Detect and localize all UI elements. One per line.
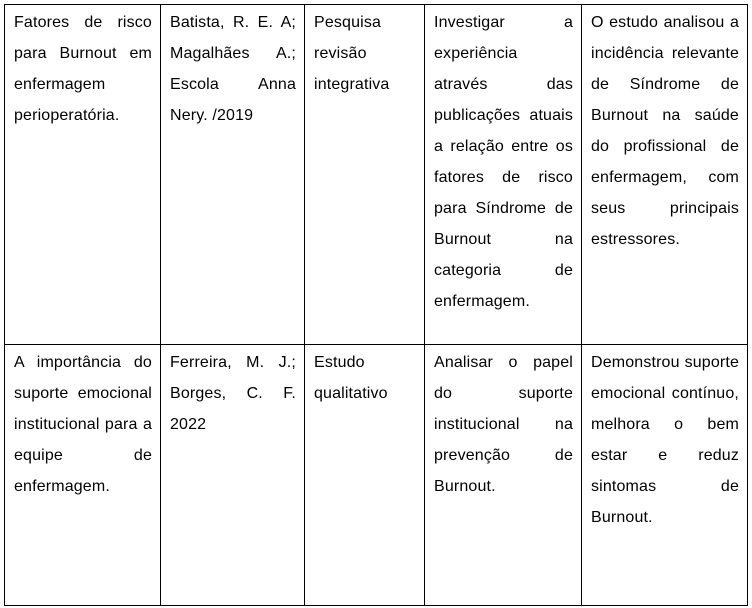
- table-row: [5, 5, 748, 345]
- literature-review-table: [4, 4, 748, 606]
- cell-results: O estudo analisou a incidência relevante de Síndrome de Burnout na saúde do profissional de enfermagem, com seus principais estressores.: [582, 5, 748, 345]
- cell-results: Demonstrou suporte emocional contínuo, melhora o bem estar e reduz sintomas de Burnout.: [582, 345, 748, 606]
- cell-title: Fatores de risco para Burnout em enfermagem perioperatória.: [5, 5, 161, 345]
- cell-objective: Investigar a experiência através das publicações atuais a relação entre os fatores de risco para Síndrome de Burnout na categoria de enfermagem.: [425, 5, 582, 345]
- cell-method: Estudo qualitativo: [305, 345, 425, 606]
- cell-method: Pesquisa revisão integrativa: [305, 5, 425, 345]
- cell-authors: Batista, R. E. A; Magalhães A.; Escola Anna Nery. /2019: [161, 5, 305, 345]
- cell-title: A importância do suporte emocional institucional para a equipe de enfermagem.: [5, 345, 161, 606]
- table-row: [5, 345, 748, 606]
- cell-objective: Analisar o papel do suporte institucional na prevenção de Burnout.: [425, 345, 582, 606]
- cell-authors: Ferreira, M. J.; Borges, C. F. 2022: [161, 345, 305, 606]
